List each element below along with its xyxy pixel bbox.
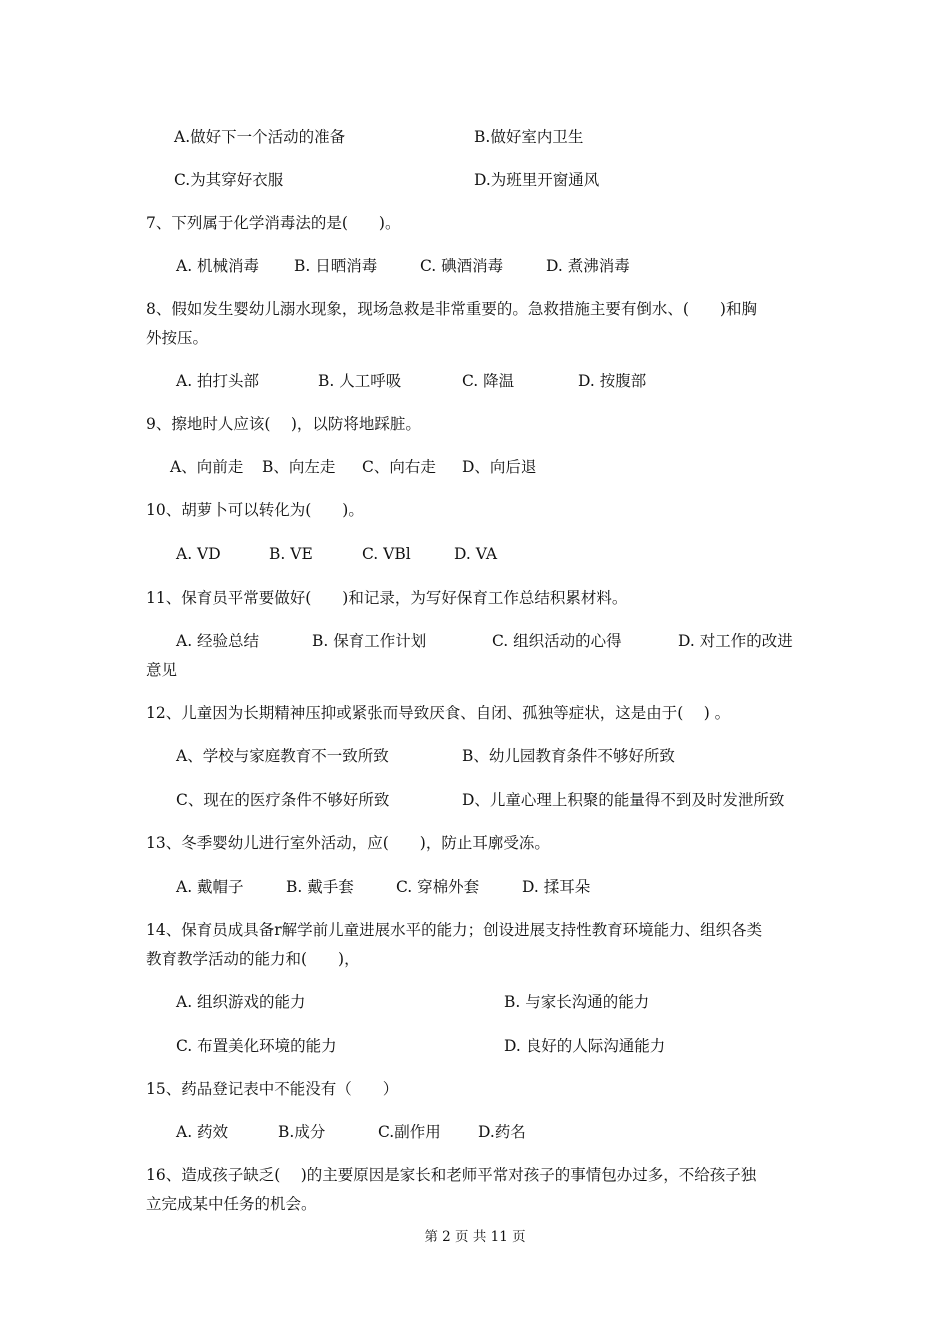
q7-text: 7、下列属于化学消毒法的是( )。 — [146, 214, 401, 232]
q11-option-a: A. 经验总结 — [176, 632, 260, 650]
q7-option-a: A. 机械消毒 — [176, 257, 260, 275]
q16-text-line1: 16、造成孩子缺乏( )的主要原因是家长和老师平常对孩子的事情包办过多，不给孩子独 — [146, 1166, 757, 1184]
q15-text: 15、药品登记表中不能没有（ ） — [146, 1080, 399, 1098]
q14-option-b: B. 与家长沟通的能力 — [504, 993, 650, 1011]
q12-text: 12、儿童因为长期精神压抑或紧张而导致厌食、自闭、孤独等症状，这是由于( ) 。 — [146, 704, 731, 722]
q13-option-d: D. 揉耳朵 — [522, 878, 591, 896]
q12-option-b: B、幼儿园教育条件不够好所致 — [462, 747, 675, 765]
q8-text-line2: 外按压。 — [146, 329, 209, 347]
q13-option-a: A. 戴帽子 — [176, 878, 244, 896]
q10-option-c: C. VBl — [362, 545, 411, 563]
q9-option-c: C、向右走 — [362, 458, 436, 476]
q8-option-a: A. 拍打头部 — [176, 372, 260, 390]
q11-option-b: B. 保育工作计划 — [312, 632, 427, 650]
q6-option-c: C.为其穿好衣服 — [174, 171, 284, 189]
q11-option-d-wrap: 意见 — [146, 661, 178, 679]
q7-option-c: C. 碘酒消毒 — [420, 257, 504, 275]
q10-option-d: D. VA — [454, 545, 498, 563]
q12-option-d: D、儿童心理上积聚的能量得不到及时发泄所致 — [462, 791, 785, 809]
q14-option-d: D. 良好的人际沟通能力 — [504, 1037, 666, 1055]
q15-option-d: D.药名 — [478, 1123, 526, 1141]
q16-text-line2: 立完成某中任务的机会。 — [146, 1195, 317, 1213]
q11-option-c: C. 组织活动的心得 — [492, 632, 622, 650]
q15-option-c: C.副作用 — [378, 1123, 441, 1141]
q6-option-b: B.做好室内卫生 — [474, 128, 584, 146]
q8-option-b: B. 人工呼吸 — [318, 372, 402, 390]
q12-option-a: A、学校与家庭教育不一致所致 — [176, 747, 389, 765]
q12-option-c: C、现在的医疗条件不够好所致 — [176, 791, 390, 809]
q13-text: 13、冬季婴幼儿进行室外活动，应( )，防止耳廓受冻。 — [146, 834, 550, 852]
q8-option-d: D. 按腹部 — [578, 372, 647, 390]
q8-option-c: C. 降温 — [462, 372, 515, 390]
q15-option-b: B.成分 — [278, 1123, 326, 1141]
q15-option-a: A. 药效 — [176, 1123, 229, 1141]
q11-option-d: D. 对工作的改进 — [678, 632, 793, 650]
q10-text: 10、胡萝卜可以转化为( )。 — [146, 501, 364, 519]
q13-option-b: B. 戴手套 — [286, 878, 354, 896]
q10-option-b: B. VE — [269, 545, 313, 563]
q10-option-a: A. VD — [176, 545, 221, 563]
page-number-footer: 第 2 页 共 11 页 — [424, 1229, 526, 1245]
q11-text: 11、保育员平常要做好( )和记录，为写好保育工作总结积累材料。 — [146, 589, 628, 607]
q9-option-d: D、向后退 — [462, 458, 537, 476]
q13-option-c: C. 穿棉外套 — [396, 878, 480, 896]
q6-option-d: D.为班里开窗通风 — [474, 171, 600, 189]
q7-option-b: B. 日晒消毒 — [294, 257, 378, 275]
q9-text: 9、擦地时人应该( )，以防将地踩脏。 — [146, 415, 421, 433]
q9-option-a: A、向前走 — [170, 458, 244, 476]
q14-text-line2: 教育教学活动的能力和( )， — [146, 950, 360, 968]
q14-option-c: C. 布置美化环境的能力 — [176, 1037, 337, 1055]
q14-text-line1: 14、保育员成具备r解学前儿童进展水平的能力；创设进展支持性教育环境能力、组织各类 — [146, 921, 763, 939]
q14-option-a: A. 组织游戏的能力 — [176, 993, 306, 1011]
q9-option-b: B、向左走 — [262, 458, 336, 476]
q6-option-a: A.做好下一个活动的准备 — [174, 128, 346, 146]
q8-text-line1: 8、假如发生婴幼儿溺水现象，现场急救是非常重要的。急救措施主要有倒水、( )和胸 — [146, 300, 757, 318]
q7-option-d: D. 煮沸消毒 — [546, 257, 630, 275]
